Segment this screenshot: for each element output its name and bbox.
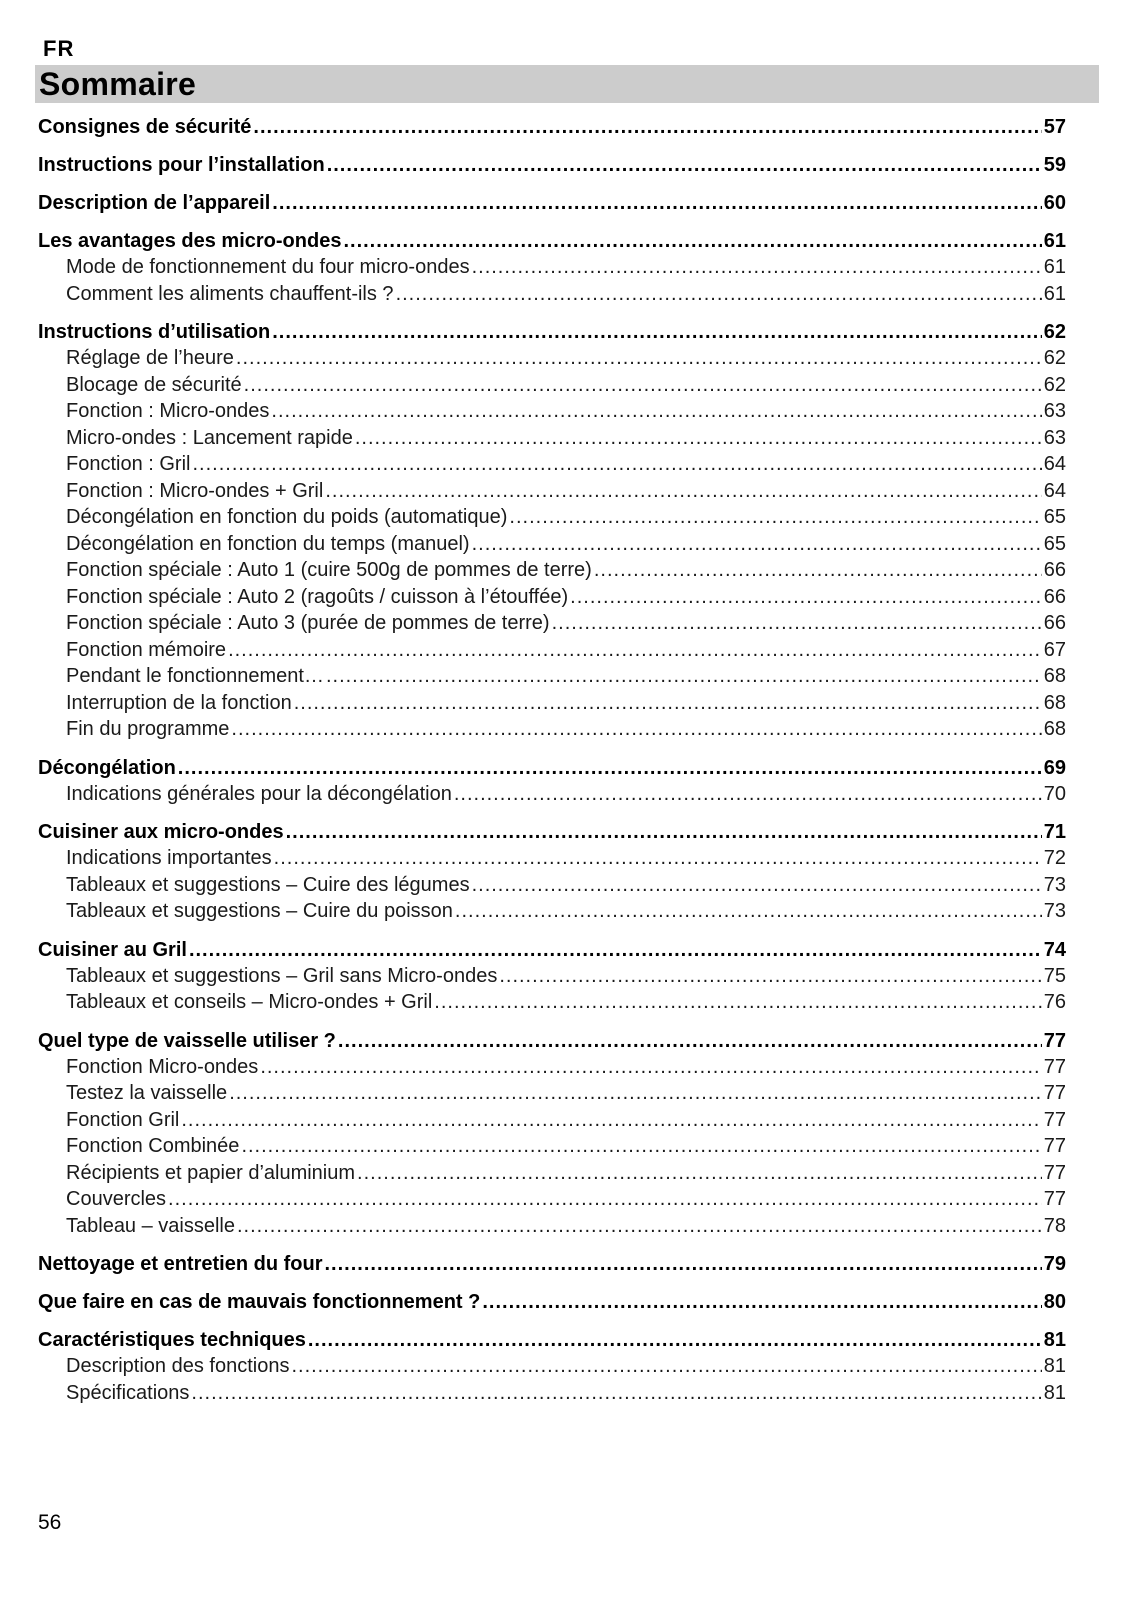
toc-entry-label: Décongélation en fonction du poids (automatique) (66, 506, 508, 528)
toc-entry[interactable] (38, 1353, 1066, 1380)
toc-heading-page: 61 (1043, 230, 1066, 252)
toc-entry-page: 67 (1043, 638, 1066, 661)
toc-section (38, 228, 1066, 307)
toc-heading-page: 57 (1043, 116, 1066, 138)
dot-leader (228, 637, 1042, 664)
toc-section (38, 755, 1066, 808)
toc-entry-page: 61 (1043, 256, 1066, 278)
toc-entry-label: Fonction spéciale : Auto 2 (ragoûts / cuisson à l’étouffée) (66, 585, 569, 608)
dot-leader (181, 1107, 1041, 1134)
toc-section (38, 819, 1066, 925)
toc-entry-label: Fonction spéciale : Auto 1 (cuire 500g de pommes de terre) (66, 559, 592, 581)
toc-heading-page: 77 (1043, 1029, 1066, 1052)
toc-entry[interactable] (38, 398, 1066, 425)
toc-heading-label: Consignes de sécurité (38, 116, 252, 138)
dot-leader (294, 690, 1042, 717)
toc-entry[interactable] (38, 281, 1066, 308)
toc-heading-label: Quel type de vaisselle utiliser ? (38, 1029, 336, 1052)
dot-leader (594, 557, 1042, 584)
toc-entry-label: Récipients et papier d’aluminium (66, 1161, 356, 1184)
dot-leader (241, 1133, 1041, 1160)
toc-entry[interactable] (38, 451, 1066, 478)
dot-leader (454, 781, 1042, 808)
toc-heading[interactable] (38, 755, 1066, 781)
toc-entry[interactable] (38, 1054, 1066, 1081)
toc-entry-label: Pendant le fonctionnement… (66, 665, 324, 687)
toc-entry-page: 65 (1043, 532, 1066, 555)
toc-entry-label: Tableau – vaisselle (66, 1214, 235, 1237)
toc-heading-label: Description de l’appareil (38, 192, 271, 214)
toc-heading-page: 71 (1043, 821, 1066, 843)
toc-heading-label: Décongélation (38, 756, 176, 779)
toc-entry-label: Fonction : Micro-ondes (66, 400, 270, 422)
toc-entry-page: 70 (1043, 782, 1066, 805)
toc-entry[interactable] (38, 1186, 1066, 1213)
toc-entry[interactable] (38, 872, 1066, 899)
table-of-contents (38, 114, 1066, 1406)
title-bar (35, 65, 1099, 103)
dot-leader (472, 254, 1042, 281)
toc-heading-label: Nettoyage et entretien du four (38, 1253, 323, 1275)
toc-entry[interactable] (38, 716, 1066, 743)
toc-section (38, 1251, 1066, 1277)
toc-entry-page: 66 (1043, 559, 1066, 581)
page-number: 56 (38, 1511, 62, 1534)
dot-leader (274, 845, 1042, 872)
toc-entry-label: Description des fonctions (66, 1355, 290, 1377)
toc-entry-label: Fonction Micro-ondes (66, 1055, 259, 1078)
toc-entry[interactable] (38, 845, 1066, 872)
dot-leader (570, 584, 1042, 611)
toc-entry-page: 62 (1043, 347, 1066, 369)
toc-entry-label: Fonction Combinée (66, 1135, 240, 1157)
dot-leader (308, 1327, 1042, 1353)
dot-leader (552, 610, 1042, 637)
toc-entry-label: Indications générales pour la décongélation (66, 782, 452, 805)
toc-heading-label: Instructions pour l’installation (38, 154, 325, 176)
toc-entry[interactable] (38, 372, 1066, 399)
toc-entry[interactable] (38, 610, 1066, 637)
toc-section (38, 152, 1066, 178)
toc-section (38, 937, 1066, 1016)
toc-heading-page: 74 (1043, 938, 1066, 961)
dot-leader (326, 663, 1042, 690)
toc-entry-page: 77 (1043, 1135, 1066, 1157)
toc-heading[interactable] (38, 1251, 1066, 1277)
toc-entry[interactable] (38, 531, 1066, 558)
toc-entry-page: 72 (1043, 847, 1066, 869)
toc-heading-page: 59 (1043, 154, 1066, 176)
toc-entry[interactable] (38, 425, 1066, 452)
toc-entry-label: Mode de fonctionnement du four micro-ondes (66, 256, 470, 278)
toc-heading[interactable] (38, 1289, 1066, 1315)
dot-leader (338, 1028, 1042, 1054)
toc-entry-label: Indications importantes (66, 847, 272, 869)
dot-leader (272, 319, 1042, 345)
toc-heading[interactable] (38, 819, 1066, 845)
toc-heading-page: 79 (1043, 1253, 1066, 1275)
dot-leader (237, 1213, 1042, 1240)
toc-entry-page: 66 (1043, 585, 1066, 608)
toc-entry[interactable] (38, 254, 1066, 281)
dot-leader (343, 228, 1041, 254)
toc-entry[interactable] (38, 898, 1066, 925)
toc-entry-page: 63 (1043, 400, 1066, 422)
toc-entry-page: 73 (1043, 873, 1066, 896)
dot-leader (236, 345, 1042, 372)
toc-heading-page: 62 (1043, 321, 1066, 343)
toc-entry[interactable] (38, 345, 1066, 372)
toc-entry-page: 77 (1043, 1188, 1066, 1210)
toc-entry[interactable] (38, 504, 1066, 531)
toc-entry-label: Blocage de sécurité (66, 373, 242, 396)
toc-entry-label: Décongélation en fonction du temps (manuel) (66, 532, 470, 555)
dot-leader (325, 478, 1041, 505)
dot-leader (229, 1080, 1042, 1107)
toc-entry-label: Tableaux et suggestions – Cuire des légumes (66, 873, 470, 896)
toc-heading-page: 60 (1043, 192, 1066, 214)
toc-entry[interactable] (38, 557, 1066, 584)
dot-leader (499, 963, 1041, 990)
toc-entry[interactable] (38, 1213, 1066, 1240)
toc-heading[interactable] (38, 152, 1066, 178)
toc-entry[interactable] (38, 1133, 1066, 1160)
toc-entry-label: Fin du programme (66, 718, 230, 740)
toc-section (38, 1327, 1066, 1406)
toc-entry-label: Tableaux et suggestions – Cuire du poisson (66, 900, 453, 922)
toc-entry-page: 73 (1043, 900, 1066, 922)
dot-leader (482, 1289, 1041, 1315)
toc-entry[interactable] (38, 663, 1066, 690)
dot-leader (260, 1054, 1041, 1081)
toc-heading-page: 80 (1043, 1291, 1066, 1313)
dot-leader (271, 398, 1041, 425)
toc-entry-label: Fonction mémoire (66, 638, 227, 661)
toc-entry-page: 62 (1043, 373, 1066, 396)
toc-entry[interactable] (38, 478, 1066, 505)
dot-leader (272, 190, 1041, 216)
dot-leader (191, 1380, 1041, 1407)
dot-leader (168, 1186, 1042, 1213)
toc-entry-page: 64 (1043, 479, 1066, 502)
toc-entry[interactable] (38, 1107, 1066, 1134)
dot-leader (455, 898, 1042, 925)
toc-section (38, 319, 1066, 743)
toc-heading-label: Que faire en cas de mauvais fonctionnement ? (38, 1291, 481, 1313)
toc-section (38, 190, 1066, 216)
toc-heading-label: Instructions d’utilisation (38, 321, 271, 343)
dot-leader (192, 451, 1041, 478)
toc-entry[interactable] (38, 690, 1066, 717)
toc-entry-label: Fonction : Gril (66, 453, 191, 475)
toc-entry[interactable] (38, 1380, 1066, 1407)
toc-entry[interactable] (38, 1080, 1066, 1107)
dot-leader (189, 937, 1042, 963)
toc-entry-label: Fonction Gril (66, 1108, 180, 1131)
toc-entry-page: 65 (1043, 506, 1066, 528)
toc-entry[interactable] (38, 781, 1066, 808)
toc-entry-page: 81 (1043, 1355, 1066, 1377)
toc-entry-page: 78 (1043, 1214, 1066, 1237)
toc-entry-label: Réglage de l’heure (66, 347, 234, 369)
toc-entry-page: 77 (1043, 1082, 1066, 1104)
dot-leader (472, 872, 1042, 899)
dot-leader (509, 504, 1041, 531)
toc-entry[interactable] (38, 584, 1066, 611)
toc-entry-label: Comment les aliments chauffent-ils ? (66, 282, 394, 305)
toc-heading[interactable] (38, 1028, 1066, 1054)
toc-section (38, 114, 1066, 140)
toc-entry-label: Tableaux et suggestions – Gril sans Micro-ondes (66, 964, 498, 987)
toc-entry-page: 75 (1043, 964, 1066, 987)
dot-leader (355, 425, 1042, 452)
toc-heading[interactable] (38, 190, 1066, 216)
toc-heading[interactable] (38, 114, 1066, 140)
toc-heading[interactable] (38, 228, 1066, 254)
toc-entry-label: Micro-ondes : Lancement rapide (66, 426, 353, 449)
toc-entry-page: 61 (1043, 282, 1066, 305)
toc-entry-label: Fonction spéciale : Auto 3 (purée de pommes de terre) (66, 612, 550, 634)
toc-entry-label: Testez la vaisselle (66, 1082, 228, 1104)
toc-entry-page: 63 (1043, 426, 1066, 449)
toc-entry-page: 64 (1043, 453, 1066, 475)
toc-entry[interactable] (38, 963, 1066, 990)
toc-heading[interactable] (38, 319, 1066, 345)
toc-entry[interactable] (38, 1160, 1066, 1187)
toc-entry[interactable] (38, 637, 1066, 664)
toc-entry-page: 81 (1043, 1381, 1066, 1404)
toc-heading-label: Cuisiner aux micro-ondes (38, 821, 284, 843)
dot-leader (178, 755, 1042, 781)
dot-leader (286, 819, 1042, 845)
toc-section (38, 1289, 1066, 1315)
page-title: Sommaire (39, 66, 197, 102)
toc-entry-label: Interruption de la fonction (66, 691, 292, 714)
toc-heading[interactable] (38, 1327, 1066, 1353)
dot-leader (327, 152, 1042, 178)
toc-entry-label: Fonction : Micro-ondes + Gril (66, 479, 324, 502)
language-code: FR (43, 36, 75, 61)
toc-entry-label: Tableaux et conseils – Micro-ondes + Gril (66, 991, 433, 1013)
toc-heading[interactable] (38, 937, 1066, 963)
dot-leader (244, 372, 1042, 399)
toc-heading-label: Caractéristiques techniques (38, 1329, 306, 1351)
dot-leader (231, 716, 1041, 743)
dot-leader (253, 114, 1041, 140)
dot-leader (291, 1353, 1041, 1380)
toc-heading-label: Cuisiner au Gril (38, 938, 187, 961)
dot-leader (357, 1160, 1042, 1187)
toc-heading-page: 69 (1043, 756, 1066, 779)
toc-section (38, 1028, 1066, 1240)
toc-entry-page: 68 (1043, 665, 1066, 687)
toc-entry-page: 76 (1043, 991, 1066, 1013)
dot-leader (396, 281, 1042, 308)
toc-entry-label: Spécifications (66, 1381, 190, 1404)
toc-entry-page: 77 (1043, 1108, 1066, 1131)
dot-leader (324, 1251, 1041, 1277)
toc-entry-page: 77 (1043, 1161, 1066, 1184)
toc-heading-page: 81 (1043, 1329, 1066, 1351)
dot-leader (472, 531, 1042, 558)
toc-entry-page: 66 (1043, 612, 1066, 634)
toc-entry-page: 68 (1043, 691, 1066, 714)
toc-entry[interactable] (38, 989, 1066, 1016)
toc-heading-label: Les avantages des micro-ondes (38, 230, 342, 252)
toc-entry-label: Couvercles (66, 1188, 167, 1210)
dot-leader (434, 989, 1041, 1016)
toc-entry-page: 68 (1043, 718, 1066, 740)
toc-entry-page: 77 (1043, 1055, 1066, 1078)
